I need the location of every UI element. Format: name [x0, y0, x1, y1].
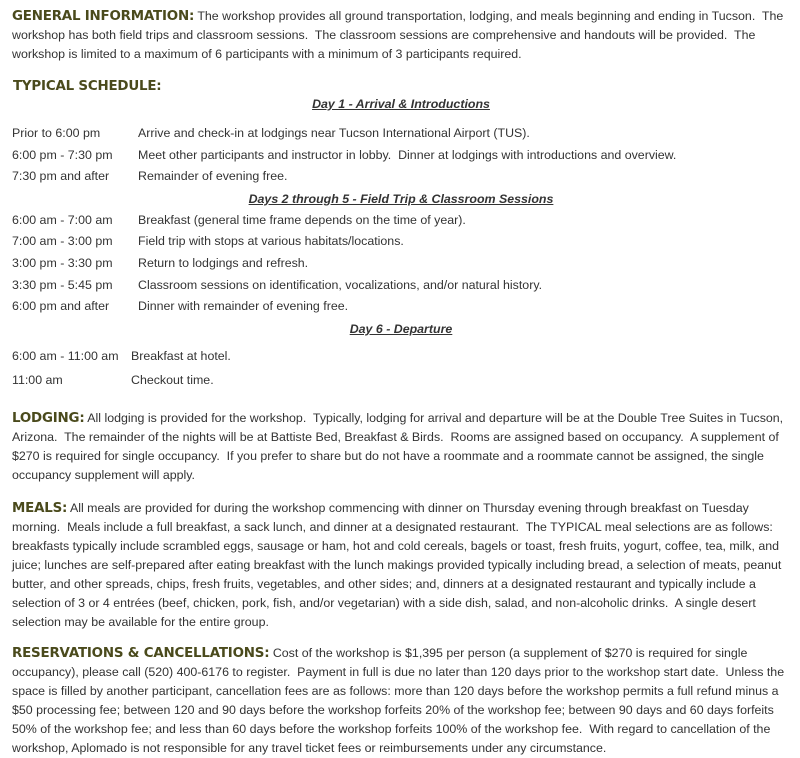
- schedule-time: 6:00 am - 11:00 am: [12, 348, 119, 363]
- schedule-row: [12, 347, 790, 371]
- schedule-row: [12, 146, 790, 168]
- meals-section: [12, 499, 790, 632]
- schedule-row: [12, 211, 790, 233]
- schedule-activity: Field trip with stops at various habitats/locations.: [138, 234, 404, 249]
- meals-heading: MEALS:: [12, 500, 68, 516]
- schedule-time: 7:30 pm and after: [12, 169, 110, 184]
- schedule-time: 11:00 am: [12, 372, 63, 387]
- schedule-time: 6:00 am - 7:00 am: [12, 212, 113, 227]
- lodging-text: All lodging is provided for the workshop. Typically, lodging for arrival and departure will be at the Double Tree Suites in Tucson, Arizona. The remainder of the nights will be at Battiste Bed, Breakfast & Birds. Rooms are assigned based on occupancy. A supplement of $270 is required for single occupancy. If you prefer to share but do not have a roommate and a roommate cannot be assigned, the single occupancy supplement will apply.: [12, 410, 786, 482]
- schedule-time: 7:00 am - 3:00 pm: [12, 234, 113, 249]
- general-information-section: [12, 7, 790, 64]
- typical-schedule-heading: TYPICAL SCHEDULE:: [13, 79, 162, 94]
- schedule-row: [12, 276, 790, 298]
- general-information-text: The workshop provides all ground transportation, lodging, and meals beginning and ending in Tucson. The workshop has both field trips and classroom sessions. The classroom sessions are comprehensive and handouts will be provided. The workshop is limited to a maximum of 6 participants with a minimum of 3 participants required.: [12, 9, 787, 61]
- day-title: Days 2 through 5 - Field Trip & Classroom Sessions: [248, 191, 554, 206]
- schedule-row: [12, 232, 790, 254]
- lodging-section: [12, 409, 790, 485]
- schedule-activity: Remainder of evening free.: [138, 169, 288, 184]
- schedule-activity: Classroom sessions on identification, vocalizations, and/or natural history.: [138, 277, 543, 292]
- schedule-activity: Arrive and check-in at lodgings near Tucson International Airport (TUS).: [138, 126, 530, 140]
- schedule-row: [12, 124, 790, 146]
- schedule-time: 3:00 pm - 3:30 pm: [12, 255, 113, 270]
- schedule-day-1: [12, 96, 790, 189]
- lodging-heading: LODGING:: [12, 410, 85, 426]
- day-title: Day 6 - Departure: [349, 321, 453, 336]
- reservations-text: Cost of the workshop is $1,395 per person (a supplement of $270 is required for single occupancy), please call (520) 400-6176 to register. Payment in full is due no later than 120 days prior to the workshop start date. Unless the space is filled by another participant, cancellation fees are as follows: more than 120 days before the workshop permits a full refund minus a $50 processing fee; between 120 and 90 days before the workshop forfeits 20% of the workshop fee; between 90 days and 60 days forfeits 50% of the workshop fee; and less than 60 days before the workshop forfeits 100% of the workshop fee. With regard to cancellation of the workshop, Aplomado is not responsible for any travel ticket fees or reimbursements under any circumstance.: [12, 645, 788, 755]
- day-title: Day 1 - Arrival & Introductions: [312, 97, 490, 111]
- reservations-section: [12, 644, 790, 758]
- schedule-day-6: [12, 321, 790, 395]
- schedule-activity: Breakfast (general time frame depends on the time of year).: [138, 212, 466, 227]
- schedule-row: [12, 297, 790, 319]
- schedule-activity: Checkout time.: [131, 372, 214, 387]
- reservations-heading: RESERVATIONS & CANCELLATIONS:: [12, 645, 270, 661]
- meals-text: All meals are provided for during the workshop commencing with dinner on Thursday evening through breakfast on Tuesday morning. Meals include a full breakfast, a sack lunch, and dinner at a designated restaurant. The TYPICAL meal selections are as follows: breakfasts typically include scrambled eggs, sausage or ham, hot and cold cereals, bagels or toast, fresh fruits, yogurt, coffee, tea, milk, and juice; lunches are self-prepared after eating breakfast with the lunch makings provided typically including bread, a selection of meats, peanut butter, and other spreads, chips, fresh fruits, vegetables, and other sides; and, dinners at a designated restaurant and typically include a selection of 3 or 4 entrées (beef, chicken, pork, fish, and/or vegetarian) with a side dish, salad, and non-alcoholic drinks. A single desert selection may be available for the entire group.: [12, 500, 785, 629]
- schedule-row: [12, 254, 790, 276]
- schedule-time: Prior to 6:00 pm: [12, 126, 101, 140]
- schedule-time: 6:00 pm - 7:30 pm: [12, 147, 113, 162]
- schedule-days-2-5: [12, 191, 790, 319]
- schedule-activity: Meet other participants and instructor in lobby. Dinner at lodgings with introductions and overview.: [138, 147, 677, 162]
- schedule-activity: Breakfast at hotel.: [131, 348, 231, 363]
- schedule-row: [12, 167, 790, 189]
- schedule-activity: Dinner with remainder of evening free.: [138, 299, 349, 314]
- schedule-activity: Return to lodgings and refresh.: [138, 255, 309, 270]
- schedule-time: 6:00 pm and after: [12, 299, 110, 314]
- schedule-time: 3:30 pm - 5:45 pm: [12, 277, 113, 292]
- general-information-heading: GENERAL INFORMATION:: [12, 9, 195, 24]
- schedule-row: [12, 371, 790, 395]
